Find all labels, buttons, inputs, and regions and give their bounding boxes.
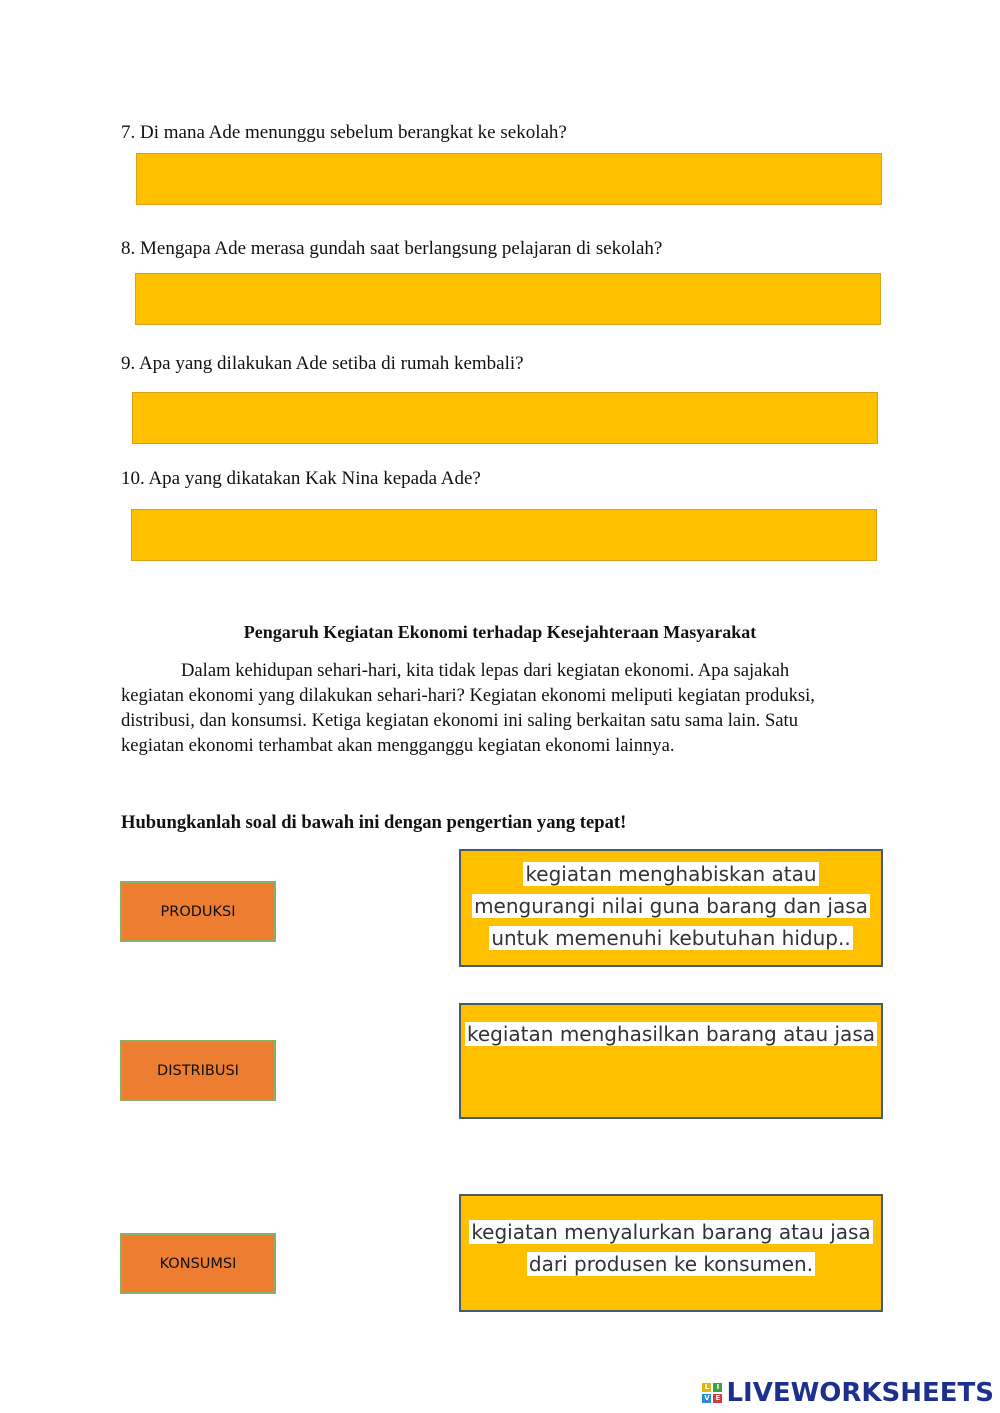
term-produksi[interactable]: PRODUKSI bbox=[120, 881, 276, 942]
definition-box-1[interactable] bbox=[459, 849, 883, 967]
definition-line: kegiatan menghabiskan atau bbox=[525, 862, 817, 886]
definition-line: untuk memenuhi kebutuhan hidup.. bbox=[491, 926, 851, 950]
question-10: 10. Apa yang dikatakan Kak Nina kepada Ade? bbox=[121, 468, 481, 489]
definition-line: kegiatan menghasilkan barang atau jasa bbox=[467, 1022, 875, 1046]
answer-box-7[interactable] bbox=[136, 153, 882, 205]
paragraph-line: kegiatan ekonomi yang dilakukan sehari-hari? Kegiatan ekonomi meliputi kegiatan produksi, bbox=[121, 685, 815, 706]
answer-box-9[interactable] bbox=[132, 392, 878, 444]
definition-box-2[interactable] bbox=[459, 1003, 883, 1119]
matching-instruction: Hubungkanlah soal di bawah ini dengan pengertian yang tepat! bbox=[121, 812, 627, 833]
answer-box-8[interactable] bbox=[135, 273, 881, 325]
logo-letter: L bbox=[702, 1383, 711, 1392]
definition-box-3[interactable] bbox=[459, 1194, 883, 1312]
paragraph-line: Dalam kehidupan sehari-hari, kita tidak lepas dari kegiatan ekonomi. Apa sajakah bbox=[181, 660, 790, 681]
logo-icon bbox=[702, 1383, 722, 1403]
paragraph-line: distribusi, dan konsumsi. Ketiga kegiatan ekonomi ini saling berkaitan satu sama lain. Satu bbox=[121, 710, 799, 731]
brand-name: LIVEWORKSHEETS bbox=[726, 1378, 994, 1408]
liveworksheets-logo bbox=[702, 1378, 994, 1408]
definition-line: dari produsen ke konsumen. bbox=[528, 1252, 814, 1276]
paragraph-line: kegiatan ekonomi terhambat akan mengganggu kegiatan ekonomi lainnya. bbox=[121, 735, 675, 756]
logo-letter: E bbox=[713, 1394, 722, 1403]
section-title: Pengaruh Kegiatan Ekonomi terhadap Kesejahteraan Masyarakat bbox=[243, 622, 757, 642]
term-distribusi[interactable]: DISTRIBUSI bbox=[120, 1040, 276, 1101]
question-8: 8. Mengapa Ade merasa gundah saat berlangsung pelajaran di sekolah? bbox=[121, 238, 663, 259]
term-konsumsi[interactable]: KONSUMSI bbox=[120, 1233, 276, 1294]
logo-letter: V bbox=[704, 1394, 710, 1402]
section-paragraph bbox=[121, 658, 891, 758]
question-7: 7. Di mana Ade menunggu sebelum berangkat ke sekolah? bbox=[121, 122, 567, 143]
definition-line: mengurangi nilai guna barang dan jasa bbox=[474, 894, 868, 918]
logo-letter: I bbox=[713, 1383, 722, 1392]
question-9: 9. Apa yang dilakukan Ade setiba di rumah kembali? bbox=[121, 353, 524, 374]
definition-line: kegiatan menyalurkan barang atau jasa bbox=[471, 1220, 871, 1244]
answer-box-10[interactable] bbox=[131, 509, 877, 561]
